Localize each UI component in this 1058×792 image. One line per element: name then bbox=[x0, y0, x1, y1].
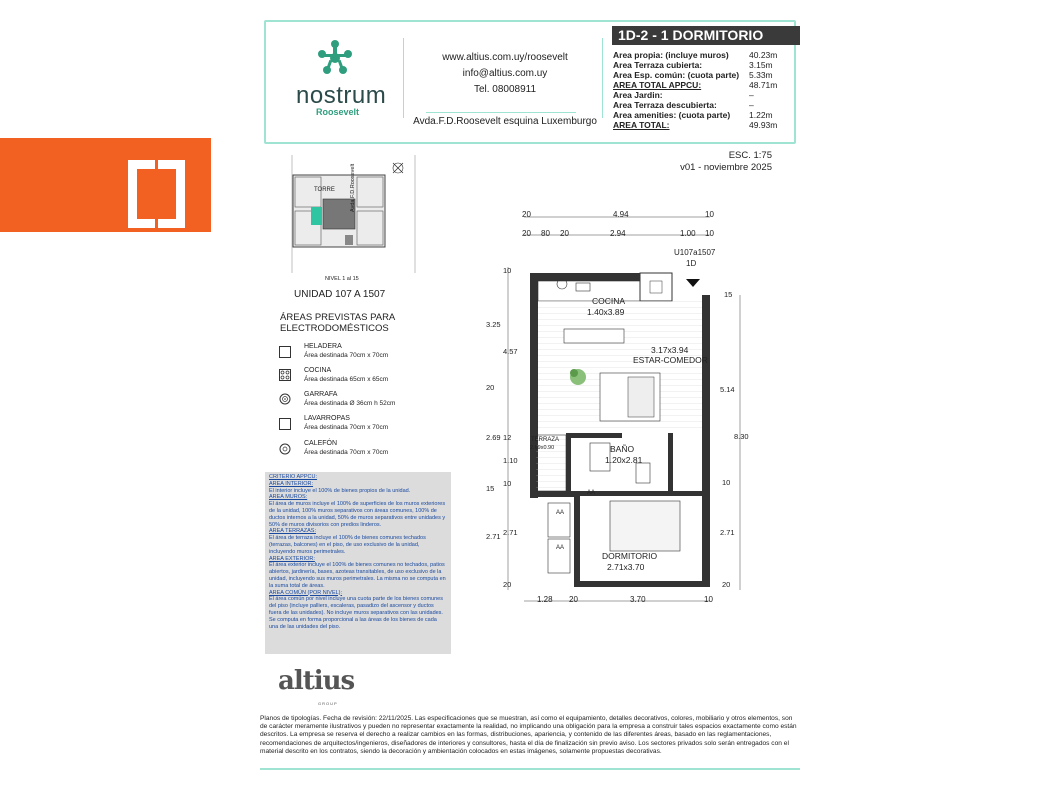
scale-info bbox=[600, 150, 772, 174]
version-text: v01 - noviembre 2025 bbox=[680, 162, 772, 173]
room-dim-bano: 1.20x2.81 bbox=[605, 455, 643, 465]
unit-type-title: 1D-2 - 1 DORMITORIO bbox=[612, 26, 800, 45]
email-link[interactable]: info@altius.com.uy bbox=[462, 68, 548, 79]
legend-title bbox=[280, 312, 440, 334]
developer-logo-sub: GROUP bbox=[318, 701, 338, 706]
area-row: Area amenities: (cuota parte) 1.22m bbox=[613, 110, 773, 120]
key-plan-level-label: NIVEL 1 al 15 bbox=[325, 276, 359, 282]
dim-label: 3.25 bbox=[486, 320, 501, 329]
legend-item-name: GARRAFA bbox=[304, 391, 338, 398]
dim-label: 20 bbox=[522, 229, 531, 238]
legend-item-desc: Área destinada 70cm x 70cm bbox=[304, 449, 389, 456]
key-plan-tower-label: TORRE bbox=[314, 187, 335, 193]
aa-label: AA bbox=[556, 510, 565, 516]
room-dim-dormitorio: 2.71x3.70 bbox=[607, 562, 645, 572]
dim-label: 2.71 bbox=[486, 532, 501, 541]
room-label-dormitorio: DORMITORIO bbox=[602, 551, 658, 561]
bracket-left-icon bbox=[128, 160, 155, 228]
divider bbox=[403, 38, 404, 118]
legend-item-name: LAVARROPAS bbox=[304, 415, 350, 422]
area-row: Area Jardin: – bbox=[613, 90, 754, 100]
phone-text: Tel. 08008911 bbox=[473, 84, 537, 95]
criterio-text: El área de muros incluye el 100% de superficies de los muros exteriores de la unidad, 100% muros separativos con áreas comunes, 100% de ductos internos a la unidad, 50% de muros separativos entre unidades y 50% de muros divisorios con predios linderos. bbox=[269, 501, 446, 528]
brand-name: nostrum bbox=[296, 82, 387, 109]
unit-range-title: UNIDAD 107 A 1507 bbox=[294, 289, 386, 300]
brand-subtitle: Roosevelt bbox=[316, 107, 360, 117]
stove-icon bbox=[279, 369, 291, 381]
bracket-right-icon bbox=[158, 160, 185, 228]
dim-label: 1.00 bbox=[680, 229, 696, 238]
dim-label: 4.94 bbox=[613, 210, 629, 219]
dim-label: 15 bbox=[486, 484, 495, 493]
criterio-appcu-box bbox=[265, 472, 451, 654]
legend-item-name: COCINA bbox=[304, 367, 332, 374]
dim-label: 15 bbox=[724, 290, 733, 299]
area-row: AREA TOTAL: 49.93m bbox=[613, 120, 778, 130]
dim-label: 5.14 bbox=[720, 385, 735, 394]
legend-title-line: ELECTRODOMÉSTICOS bbox=[280, 323, 389, 334]
dim-label: 4.57 bbox=[503, 347, 518, 356]
criterio-text: El área común por nivel incluye una cuota parte de los bienes comunes del piso (incluye palliers, escaleras, pasadizo del ascensor y ductos fuera de las unidades). No incluye muros separativos con las unidades. Se computa en forma proporcional a las áreas de los bienes de cada una de las unidades del piso. bbox=[269, 596, 443, 630]
room-label-terraza: TERRAZA bbox=[531, 437, 560, 443]
dim-label: 2.94 bbox=[610, 229, 626, 238]
fridge-icon bbox=[279, 346, 291, 358]
key-plan-street-label: Avda.F.D.Roosevelt bbox=[350, 163, 356, 212]
dim-label: 3.70 bbox=[630, 595, 646, 604]
developer-logo: altius bbox=[278, 666, 355, 696]
legend-item-desc: Área destinada 65cm x 65cm bbox=[304, 376, 389, 383]
room-label-estar: ESTAR-COMEDOR bbox=[633, 355, 708, 365]
dim-label: 10 bbox=[705, 229, 714, 238]
divider bbox=[602, 38, 603, 118]
legend-item-name: HELADERA bbox=[304, 343, 342, 350]
disclaimer-text: Planos de tipologías. Fecha de revisión: 22/11/2025. Las especificaciones que se muestran, así como el equipamiento, detalles decorativos, colores, mobiliario y otros elementos, son de carácter meramente ilustrativos y pueden no representar exactamente la realidad, no implicando una obligación para la empresa a construir tales espacios exactamente como están descritos. La empresa se reserva el derecho a realizar cambios en las formas, distribuciones, apariencia, y contenido de las diferentes áreas, basado en las reglamentaciones, recomendaciones de arquitectos/ingenieros, diseñadores de interiores y consultores, hasta el día de finalización sin previo aviso. Los sectores privados solo serán entregados con el material descrito en los contratos, siendo la decoración y ambientación colocados en estas imágenes, solamente propuestas decorativas. bbox=[260, 715, 797, 755]
dim-label: 20 bbox=[486, 383, 495, 392]
room-label-bano: BAÑO bbox=[610, 444, 635, 454]
aa-label: AA bbox=[556, 545, 565, 551]
criterio-heading: AREA EXTERIOR: bbox=[269, 555, 315, 562]
washer-icon bbox=[279, 418, 291, 430]
dim-label: 1.28 bbox=[537, 595, 553, 604]
criterio-title: CRITERIO APPCU: bbox=[269, 474, 317, 480]
criterio-heading: AREA TERRAZAS: bbox=[269, 528, 316, 535]
criterio-text: El área de terraza incluye el 100% de bienes comunes techados (terrazas, balcones) en el piso, de uso exclusivo de la unidad, incluyendo muros perimetrales. bbox=[269, 535, 426, 555]
unit-tag: U107a1507 bbox=[674, 248, 716, 257]
criterio-text: El área exterior incluye el 100% de bienes comunes no techados, patios abiertos, jardinería, bases, azoteas transitables, de uso exclusivo de la unidad, incluyendo sus muros perimetrales. La misma no se computa en la suma total de áreas. bbox=[269, 562, 446, 589]
floor-plan bbox=[490, 205, 760, 605]
legend-item-desc: Área destinada Ø 36cm h 52cm bbox=[304, 400, 396, 407]
legend-item-desc: Área destinada 70cm x 70cm bbox=[304, 424, 389, 431]
dim-label: 20 bbox=[560, 229, 569, 238]
aa-label: AA bbox=[587, 490, 596, 496]
dim-label: 20 bbox=[569, 595, 578, 604]
area-row: Area Esp. común: (cuota parte) 5.33m bbox=[613, 70, 773, 80]
criterio-text: El interior incluye el 100% de bienes propios de la unidad. bbox=[269, 487, 411, 494]
area-row: AREA TOTAL APPCU: 48.71m bbox=[613, 80, 778, 90]
address-text: Avda.F.D.Roosevelt esquina Luxemburgo bbox=[413, 116, 597, 127]
dim-label: 20 bbox=[522, 210, 531, 219]
nostrum-logo-icon bbox=[314, 38, 356, 80]
water-heater-icon bbox=[279, 443, 291, 455]
gas-tank-icon bbox=[279, 393, 291, 405]
dim-label: 2.71 bbox=[720, 528, 735, 537]
legend-title-line: ÁREAS PREVISTAS PARA bbox=[280, 312, 396, 323]
legend-item-name: CALEFÓN bbox=[304, 440, 338, 447]
key-plan bbox=[285, 155, 435, 275]
website-link[interactable]: www.altius.com.uy/roosevelt bbox=[442, 52, 568, 63]
room-dim-estar: 3.17x3.94 bbox=[651, 345, 689, 355]
criterio-heading: AREA INTERIOR: bbox=[269, 480, 314, 487]
dim-label: 12 bbox=[503, 433, 512, 442]
dim-label: 20 bbox=[722, 580, 731, 589]
dim-label: 1.10 bbox=[503, 456, 518, 465]
dim-label: 20 bbox=[503, 580, 512, 589]
area-row: Area Terraza cubierta: 3.15m bbox=[613, 60, 773, 70]
dim-label: 8.30 bbox=[734, 432, 749, 441]
area-row: Area propia: (incluye muros) 40.23m bbox=[613, 50, 778, 60]
unit-code: 1D bbox=[686, 259, 697, 268]
divider bbox=[426, 112, 576, 113]
criterio-heading: AREA MUROS: bbox=[269, 494, 308, 501]
legend-item-desc: Área destinada 70cm x 70cm bbox=[304, 352, 389, 359]
dim-label: 10 bbox=[705, 210, 714, 219]
dim-label: 10 bbox=[503, 266, 512, 275]
brand-logo-block bbox=[0, 138, 211, 232]
criterio-heading: AREA COMÚN (POR NIVEL): bbox=[269, 589, 343, 596]
dim-label: 10 bbox=[722, 478, 731, 487]
dim-label: 2.71 bbox=[503, 528, 518, 537]
room-label-cocina: COCINA bbox=[592, 296, 626, 306]
dim-label: 10 bbox=[503, 479, 512, 488]
area-row: Area Terraza descubierta: – bbox=[613, 100, 754, 110]
scale-text: ESC. 1:75 bbox=[728, 150, 772, 161]
room-dim-terraza: 2.69x0.90 bbox=[530, 445, 555, 451]
dim-label: 10 bbox=[704, 595, 713, 604]
dim-label: 80 bbox=[541, 229, 550, 238]
dim-label: 2.69 bbox=[486, 433, 501, 442]
footer-divider bbox=[260, 768, 800, 770]
room-dim-cocina: 1.40x3.89 bbox=[587, 307, 625, 317]
